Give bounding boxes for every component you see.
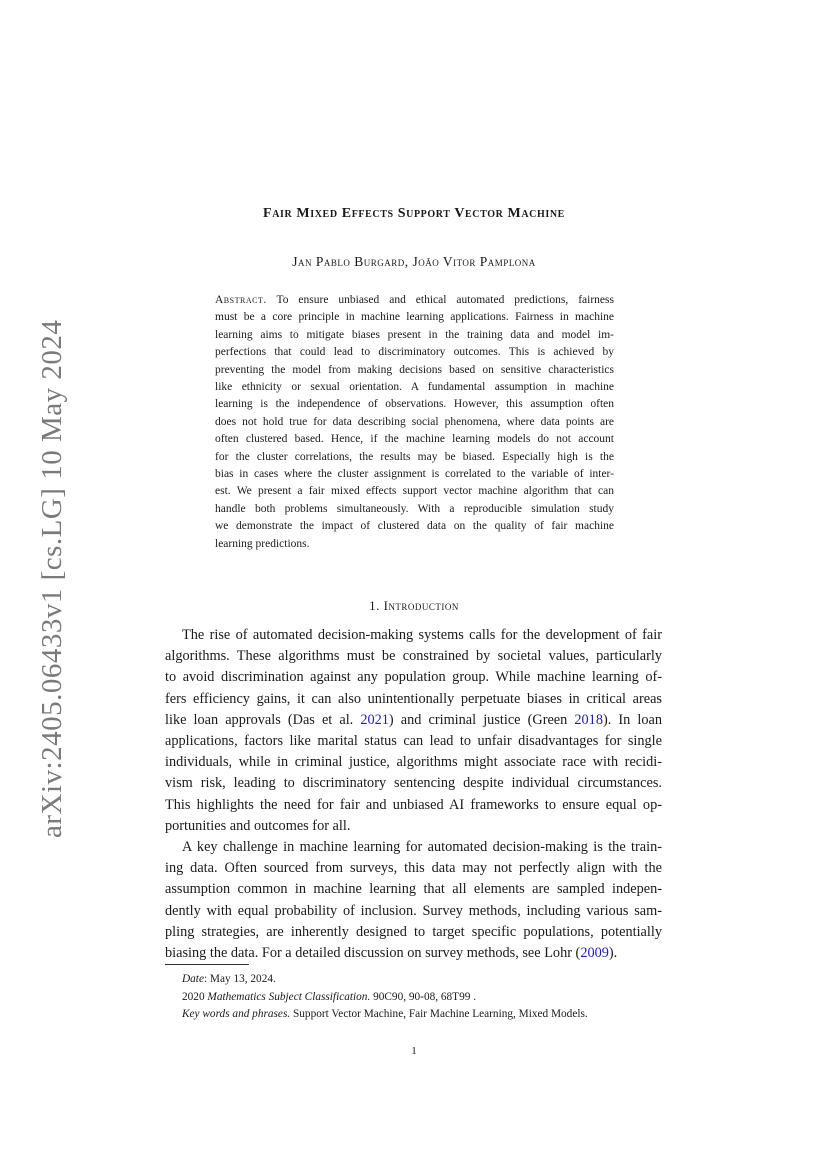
- abstract-line: est. We present a fair mixed effects support vector machine algorithm that can: [215, 485, 614, 498]
- line-text: biasing the data. For a detailed discussion on survey methods, see Lohr (: [165, 945, 581, 962]
- paragraph-line: [165, 710, 662, 731]
- abstract-line: handle both problems simultaneously. With a reproducible simulation study: [215, 502, 614, 515]
- paragraph-line: [165, 943, 662, 964]
- abstract-heading: Abstract.: [215, 294, 267, 306]
- paragraph-line: algorithms. These algorithms must be constrained by societal values, particularly: [165, 648, 662, 665]
- abstract-line: preventing the model from making decisions based on sensitive characteristics: [215, 363, 614, 376]
- citation-link[interactable]: 2018: [574, 711, 603, 728]
- abstract-line: like ethnicity or sexual orientation. A fundamental assumption in machine: [215, 381, 614, 394]
- footnote-label: Mathematics Subject Classification.: [207, 990, 371, 1003]
- citation-link[interactable]: 2009: [580, 945, 609, 962]
- paragraph-line: dently with equal probability of inclusion. Survey methods, including various sam-: [165, 902, 662, 919]
- footnote-keywords: [165, 1006, 662, 1024]
- introduction-body: [165, 625, 662, 964]
- page-number: 1: [411, 1045, 417, 1057]
- line-text: like loan approvals (Das et al.: [165, 711, 361, 728]
- line-text: ).: [608, 945, 618, 962]
- paragraph-line: vism risk, leading to discriminatory sentencing despite individual circumstances.: [165, 775, 662, 792]
- paragraph-line: applications, factors like marital status can lead to unfair disadvantages for single: [165, 733, 662, 750]
- footnote-value: Support Vector Machine, Fair Machine Learning, Mixed Models.: [290, 1008, 588, 1020]
- footnotes: [165, 971, 662, 1024]
- abstract-line: often clustered based. Hence, if the machine learning models do not account: [215, 433, 614, 446]
- footnote-msc: [165, 989, 662, 1007]
- abstract-text: To ensure unbiased and ethical automated predictions, fairness: [276, 294, 614, 306]
- abstract: [215, 292, 614, 553]
- abstract-line: [215, 292, 614, 309]
- line-text: ) and criminal justice (Green: [388, 711, 575, 728]
- footnote-prefix: 2020: [182, 990, 208, 1003]
- abstract-line: learning is the independence of observations. However, this assumption often: [215, 398, 614, 411]
- footnote-label: Date: [182, 973, 204, 985]
- paragraph-line: individuals, while in criminal justice, algorithms might associate race with recidi-: [165, 754, 662, 771]
- abstract-line: does not hold true for data describing social phenomena, where data points are: [215, 415, 614, 428]
- abstract-line: learning aims to mitigate biases present in the training data and model im-: [215, 328, 614, 341]
- footnote-date: [165, 971, 662, 989]
- abstract-line: for the cluster correlations, the results may be biased. Especially high is the: [215, 450, 614, 463]
- section-heading-introduction: 1. Introduction: [369, 598, 459, 613]
- paragraph-line: portunities and outcomes for all.: [165, 817, 351, 834]
- paragraph-line: fers efficiency gains, it can also unintentionally perpetuate biases in critical areas: [165, 690, 662, 707]
- footnote-value: : May 13, 2024.: [203, 973, 276, 985]
- abstract-line: learning predictions.: [215, 537, 310, 550]
- footnote-label: Key words and phrases.: [182, 1008, 291, 1020]
- abstract-line: bias in cases where the cluster assignment is correlated to the variable of inter-: [215, 468, 614, 481]
- footnote-divider: [165, 964, 249, 965]
- paragraph-line: A key challenge in machine learning for automated decision-making is the train-: [182, 839, 662, 856]
- paragraph-line: to avoid discrimination against any population group. While machine learning of-: [165, 669, 662, 686]
- paragraph-line: The rise of automated decision-making systems calls for the development of fair: [182, 627, 662, 643]
- paragraph-line: ing data. Often sourced from surveys, this data may not perfectly align with the: [165, 860, 662, 877]
- paragraph-line: assumption common in machine learning that all elements are sampled indepen-: [165, 881, 662, 898]
- paragraph-line: This highlights the need for fair and unbiased AI frameworks to ensure equal op-: [165, 796, 662, 813]
- abstract-line: perfections that could lead to discriminatory outcomes. This is achieved by: [215, 346, 614, 359]
- paper-authors: Jan Pablo Burgard, João Vitor Pamplona: [292, 254, 536, 269]
- abstract-line: we demonstrate the impact of clustered data on the quality of fair machine: [215, 520, 614, 533]
- citation-link[interactable]: 2021: [360, 711, 389, 728]
- paper-title: Fair Mixed Effects Support Vector Machine: [263, 206, 565, 221]
- arxiv-identifier-stamp: arXiv:2405.06433v1 [cs.LG] 10 May 2024: [36, 319, 68, 838]
- paragraph-line: pling strategies, are inherently designed to target specific populations, potentially: [165, 923, 662, 940]
- line-text: ). In loan: [602, 711, 662, 728]
- footnote-value: 90C90, 90-08, 68T99 .: [370, 990, 477, 1003]
- abstract-line: must be a core principle in machine learning applications. Fairness in machine: [215, 311, 614, 324]
